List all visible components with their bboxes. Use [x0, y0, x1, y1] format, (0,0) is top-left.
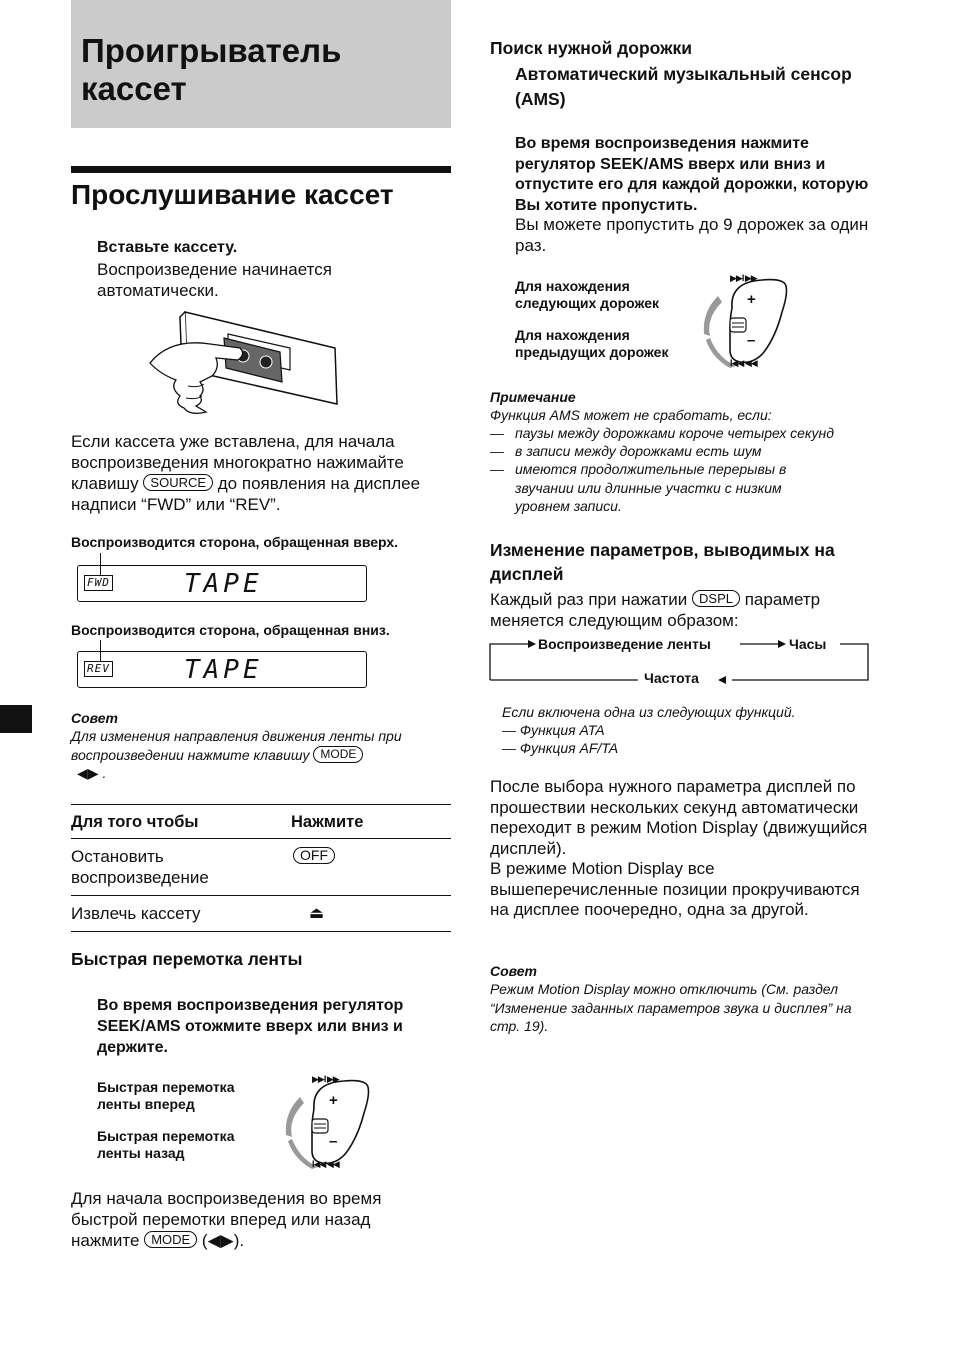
fast-wind-text	[71, 1188, 436, 1251]
operations-table-wrap	[71, 804, 451, 932]
tip1-direction-symbol: ◀▶	[77, 765, 99, 781]
seek-up-icon-right: ▶▶I ▶▶	[730, 273, 757, 283]
ams-step: Во время воспроизведения нажмите регулятор SEEK/AMS вверх или вниз и отпустите его для каждой дорожки, которую Вы хотите пропустить.	[515, 135, 869, 214]
cond-intro: Если включена одна из следующих функций.	[502, 704, 796, 720]
motion-display-text-2: В режиме Motion Display все вышеперечисленные позиции прокручиваются на дисплее поочередно, одна за другой.	[490, 859, 860, 919]
ops-header-key: Нажмите	[291, 805, 451, 839]
plus-icon-right: +	[747, 291, 756, 308]
note-dash-2: —	[490, 443, 504, 459]
tip1-end: .	[102, 765, 107, 781]
ams-dial-illustration	[700, 272, 792, 370]
display-down-lcd	[77, 651, 367, 688]
ams-prev-label: Для нахождения предыдущих дорожек	[515, 327, 669, 360]
note-intro: Функция AMS может не сработать, если:	[490, 407, 772, 423]
dspl-key: DSPL	[692, 590, 740, 607]
minus-icon-right: –	[747, 332, 756, 349]
operations-table	[71, 804, 451, 932]
cond-item-ata: — Функция ATA	[502, 722, 605, 738]
side-tab-marker	[0, 705, 32, 733]
note-item-3: имеются продолжительные перерывы в звучании или длинные участки с низким уровнем записи.	[515, 461, 787, 514]
plus-icon-left: +	[329, 1092, 338, 1109]
tip1-text	[71, 727, 456, 783]
seek-up-icon-left: ▶▶I ▶▶	[312, 1074, 339, 1084]
note-heading: Примечание	[490, 389, 576, 405]
display-down-caption: Воспроизводится сторона, обращенная вниз.	[71, 622, 390, 638]
fast-wind-mode-key: MODE	[144, 1231, 197, 1248]
table-row	[71, 839, 451, 896]
note-dash-1: —	[490, 425, 504, 441]
cassette-insert-illustration	[140, 308, 345, 416]
tip2-text: Режим Motion Display можно отключить (См. раздел “Изменение заданных параметров звука и дисплея” на стр. 19).	[490, 981, 852, 1034]
display-down-pointer	[100, 640, 101, 662]
fast-wind-heading: Быстрая перемотка ленты	[71, 949, 303, 969]
off-key: OFF	[293, 847, 335, 864]
cond-item-afta: — Функция AF/TA	[502, 740, 619, 756]
minus-icon-left: –	[329, 1133, 338, 1150]
flow-frequency-label: Частота	[644, 670, 699, 686]
fast-forward-label: Быстрая перемотка ленты вперед	[97, 1079, 235, 1112]
display-up-pointer	[100, 553, 101, 575]
ops-row-action: Извлечь кассету	[71, 896, 291, 932]
seek-down-icon-right: I◀◀ ◀◀	[730, 358, 757, 368]
flow-tape-label: Воспроизведение ленты	[538, 636, 711, 652]
note-item-1: паузы между дорожками короче четырех секунд	[515, 425, 834, 441]
chapter-title: Проигрыватель кассет	[81, 32, 342, 107]
display-up-text: TAPE	[184, 569, 263, 599]
note-item-2: в записи между дорожками есть шум	[515, 443, 762, 459]
display-up-tag: FWD	[84, 575, 113, 591]
insert-step: Вставьте кассету.	[97, 239, 238, 256]
seek-ams-dial-illustration	[282, 1073, 374, 1171]
seek-down-icon-left: I◀◀ ◀◀	[312, 1159, 339, 1169]
eject-icon: ⏏	[291, 896, 451, 932]
motion-display-text: После выбора нужного параметра дисплей по прошествии нескольких секунд автоматически переходит в режим Motion Display (движущийся дисплей).	[490, 777, 868, 858]
ops-header-action: Для того чтобы	[71, 805, 291, 839]
ams-subheading: Автоматический музыкальный сенсор (AMS)	[515, 64, 852, 109]
display-change-after: параметр меняется следующим образом:	[490, 590, 821, 630]
ops-row-action: Остановить воспроизведение	[71, 839, 291, 896]
already-inserted-after: до появления на дисплее надписи “FWD” или “REV”.	[71, 474, 421, 514]
tip2-heading: Совет	[490, 963, 538, 979]
fast-wind-after: (◀▶).	[201, 1231, 245, 1250]
section-rule	[71, 166, 451, 173]
section-title: Прослушивание кассет	[71, 179, 394, 210]
fast-wind-step: Во время воспроизведения регулятор SEEK/AMS отожмите вверх или вниз и держите.	[97, 997, 404, 1056]
already-inserted-text	[71, 431, 456, 515]
ams-heading: Поиск нужной дорожки	[490, 38, 693, 58]
fast-wind-before: Для начала воспроизведения во время быстрой перемотки вперед или назад нажмите	[71, 1189, 382, 1250]
insert-text: Воспроизведение начинается автоматически.	[97, 260, 332, 300]
display-down-text: TAPE	[184, 655, 263, 685]
table-row	[71, 896, 451, 932]
tip1-mode-key: MODE	[313, 746, 363, 763]
ams-text: Вы можете пропустить до 9 дорожек за один раз.	[515, 215, 869, 255]
display-down-tag: REV	[84, 661, 113, 677]
display-up-lcd	[77, 565, 367, 602]
note-dash-3: —	[490, 461, 504, 477]
tip1-body: Для изменения направления движения ленты при воспроизведении нажмите клавишу	[71, 728, 402, 763]
source-key: SOURCE	[143, 474, 213, 491]
ams-next-label: Для нахождения следующих дорожек	[515, 278, 660, 311]
already-inserted-before: Если кассета уже вставлена, для начала воспроизведения многократно нажимайте клавишу	[71, 432, 404, 493]
display-change-before: Каждый раз при нажатии	[490, 590, 688, 609]
display-change-heading: Изменение параметров, выводимых на дисплей	[490, 540, 835, 584]
flow-clock-label: Часы	[789, 636, 827, 652]
tip1-heading: Совет	[71, 710, 119, 726]
display-up-caption: Воспроизводится сторона, обращенная вверх.	[71, 534, 399, 550]
fast-back-label: Быстрая перемотка ленты назад	[97, 1128, 235, 1161]
display-change-text	[490, 589, 875, 631]
